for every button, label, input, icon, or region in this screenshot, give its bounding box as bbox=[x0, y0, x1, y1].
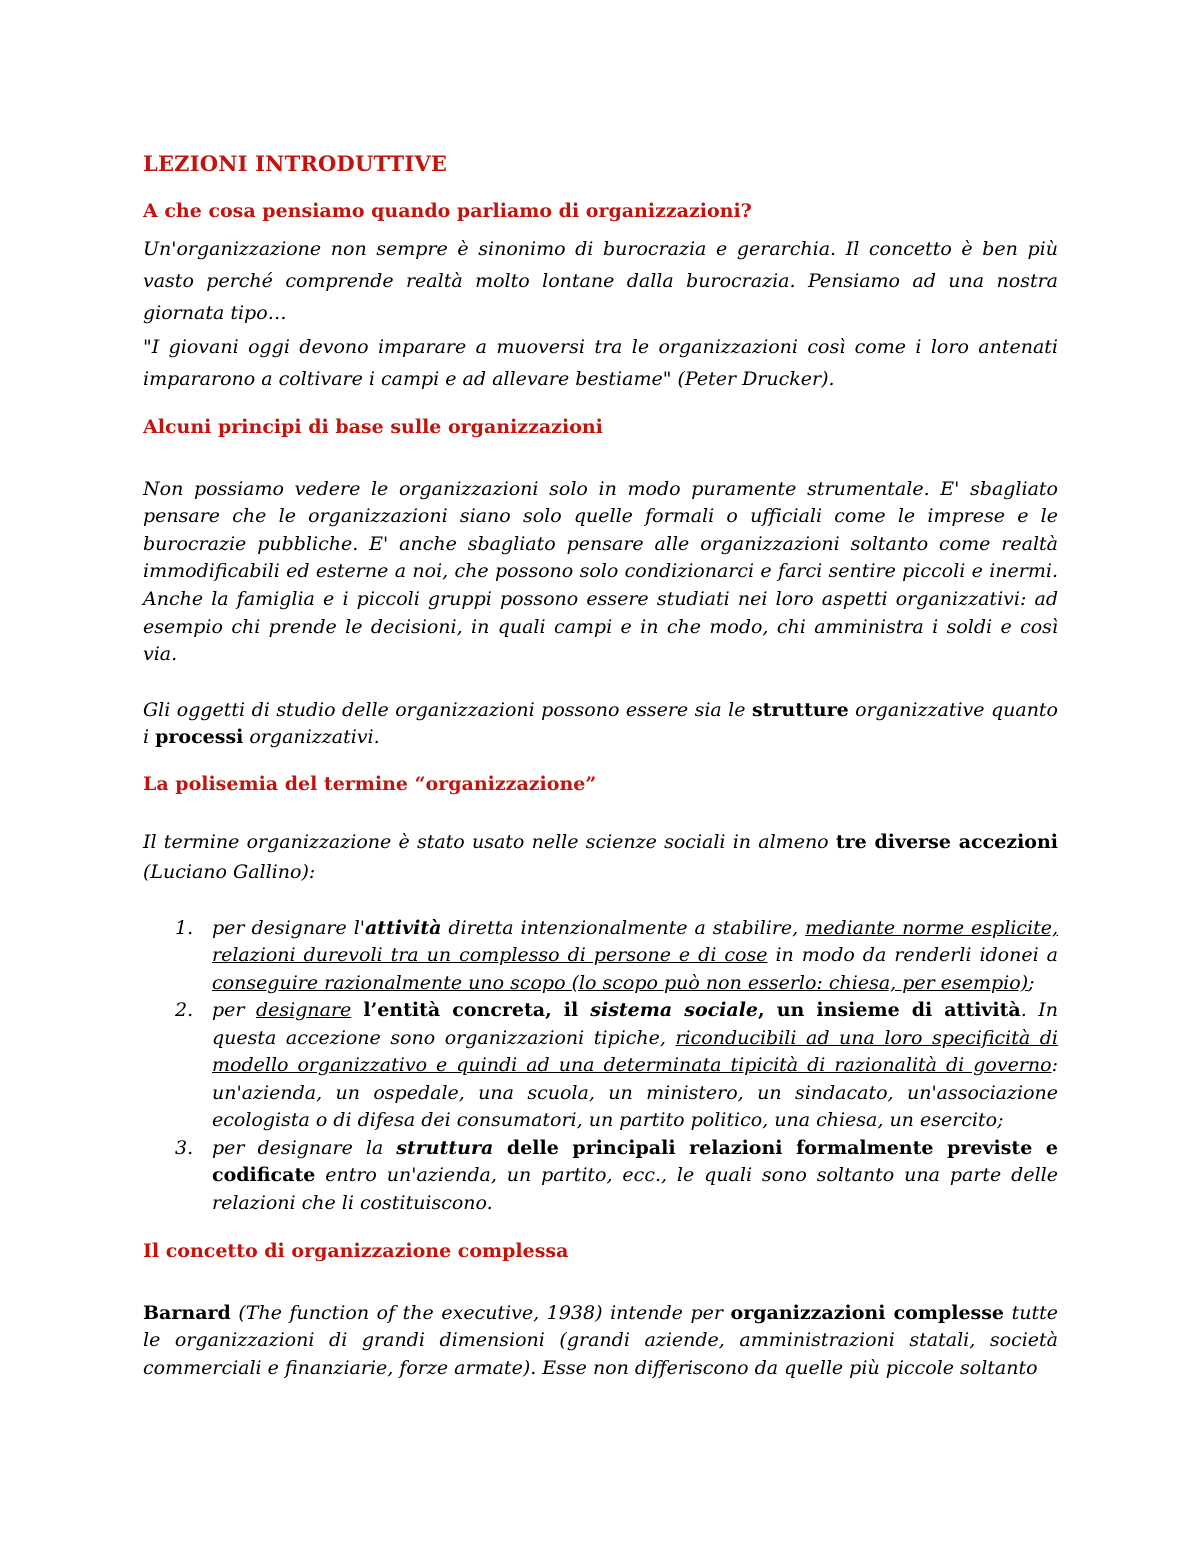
section-heading-complex-organization: Il concetto di organizzazione complessa bbox=[143, 1240, 569, 1263]
list-item-text: per designare l' bbox=[212, 916, 365, 939]
list-item-text: ; bbox=[1028, 971, 1035, 994]
list-item-text: diretta intenzionalmente a stabilire, bbox=[441, 916, 806, 939]
list-item bbox=[143, 1135, 1058, 1218]
study-objects-text-b: organizzative quanto i bbox=[143, 698, 1058, 749]
document-title: LEZIONI INTRODUTTIVE bbox=[143, 151, 448, 176]
list-item-bold: , un insieme di attività bbox=[758, 999, 1021, 1022]
polysemy-intro-text-b: (Luciano Gallino): bbox=[143, 860, 316, 883]
list-item-text: per designare la bbox=[212, 1136, 397, 1159]
list-item-underline: mediante norme esplicite, relazioni durevoli tra un complesso di persone e di cose bbox=[212, 916, 1058, 967]
study-objects-text-c: organizzativi. bbox=[243, 726, 380, 749]
list-item-text: entro un'azienda, un partito, ecc., le quali sono soltanto una parte delle relazioni che li costituiscono. bbox=[212, 1164, 1058, 1214]
list-item-text: : un'azienda, un ospedale, una scuola, un ministero, un sindacato, un'associazione ecologista o di difesa dei consumatori, un partito politico, una chiesa, un esercito; bbox=[212, 1054, 1058, 1132]
section-heading-organizations: A che cosa pensiamo quando parliamo di organizzazioni? bbox=[143, 200, 752, 223]
list-item-bold-italic: struttura bbox=[396, 1136, 494, 1159]
list-item-text: in modo da renderli idonei a bbox=[767, 944, 1058, 967]
list-item-number: 3. bbox=[175, 1136, 194, 1159]
list-item bbox=[143, 997, 1058, 1135]
list-item-text: . In questa accezione sono organizzazioni tipiche, bbox=[212, 999, 1059, 1049]
paragraph-drucker-quote: "I giovani oggi devono imparare a muoversi tra le organizzazioni così come i loro antenati impararono a coltivare i campi e ad allevare bestiame" (Peter Drucker). bbox=[143, 335, 1058, 390]
list-item-bold: l’entità concreta bbox=[351, 999, 546, 1022]
list-item-underline: designare bbox=[256, 999, 352, 1022]
study-objects-processi: processi bbox=[155, 726, 244, 749]
barnard-name: Barnard bbox=[143, 1301, 231, 1324]
list-item-bold: delle principali relazioni formalmente previste e codificate bbox=[212, 1136, 1058, 1187]
section-heading-polysemy: La polisemia del termine “organizzazione” bbox=[143, 773, 597, 796]
barnard-text-b: tutte le organizzazioni di grandi dimensioni (grandi aziende, amministrazioni statali, società commerciali e finanziarie, forze armate). Esse non differiscono da quelle più piccole soltanto bbox=[143, 1301, 1058, 1380]
study-objects-strutture: strutture bbox=[751, 698, 849, 721]
paragraph-study-objects bbox=[143, 697, 1058, 752]
list-item-text: per bbox=[212, 999, 256, 1022]
accezioni-list bbox=[143, 915, 1058, 1218]
section-heading-principles: Alcuni principi di base sulle organizzazioni bbox=[143, 415, 603, 438]
list-item-underline: riconducibili ad una loro specificità di modello organizzativo e quindi ad una determinata tipicità di razionalità di governo bbox=[212, 1026, 1059, 1077]
study-objects-text-a: Gli oggetti di studio delle organizzazioni possono essere sia le bbox=[143, 698, 752, 721]
polysemy-intro-bold: tre diverse accezioni bbox=[835, 830, 1058, 853]
paragraph-principles: Non possiamo vedere le organizzazioni solo in modo puramente strumentale. E' sbagliato pensare che le organizzazioni siano solo quelle formali o ufficiali come le imprese e le burocrazie pubbliche. E' anche sbagliato pensare alle organizzazioni soltanto come realtà immodificabili ed esterne a noi, che possono solo condizionarci e farci sentire piccoli e inermi. Anche la famiglia e i piccoli gruppi possono essere studiati nei loro aspetti organizzativi: ad esempio chi prende le decisioni, in quali campi e in che modo, chi amministra i soldi e così via. bbox=[143, 477, 1058, 666]
list-item-bold-italic: sistema sociale bbox=[590, 999, 759, 1022]
paragraph-intro: Un'organizzazione non sempre è sinonimo di burocrazia e gerarchia. Il concetto è ben più vasto perché comprende realtà molto lontane dalla burocrazia. Pensiamo ad una nostra giornata tipo… bbox=[143, 237, 1058, 324]
barnard-text-a: (The function of the executive, 1938) intende per bbox=[230, 1301, 731, 1324]
paragraph-polysemy-intro bbox=[143, 827, 1058, 887]
document-page bbox=[143, 150, 1058, 1383]
list-item-number: 2. bbox=[175, 999, 194, 1022]
polysemy-intro-text-a: Il termine organizzazione è stato usato nelle scienze sociali in almeno bbox=[143, 830, 836, 853]
list-item bbox=[143, 915, 1058, 998]
list-item-number: 1. bbox=[175, 916, 194, 939]
list-item-bold: attività bbox=[365, 916, 442, 939]
list-item-underline: conseguire razionalmente uno scopo (lo scopo può non esserlo: chiesa, per esempio) bbox=[212, 971, 1029, 994]
list-item-bold: , il bbox=[545, 999, 591, 1022]
paragraph-barnard bbox=[143, 1300, 1058, 1383]
barnard-complex-orgs: organizzazioni complesse bbox=[730, 1301, 1005, 1324]
